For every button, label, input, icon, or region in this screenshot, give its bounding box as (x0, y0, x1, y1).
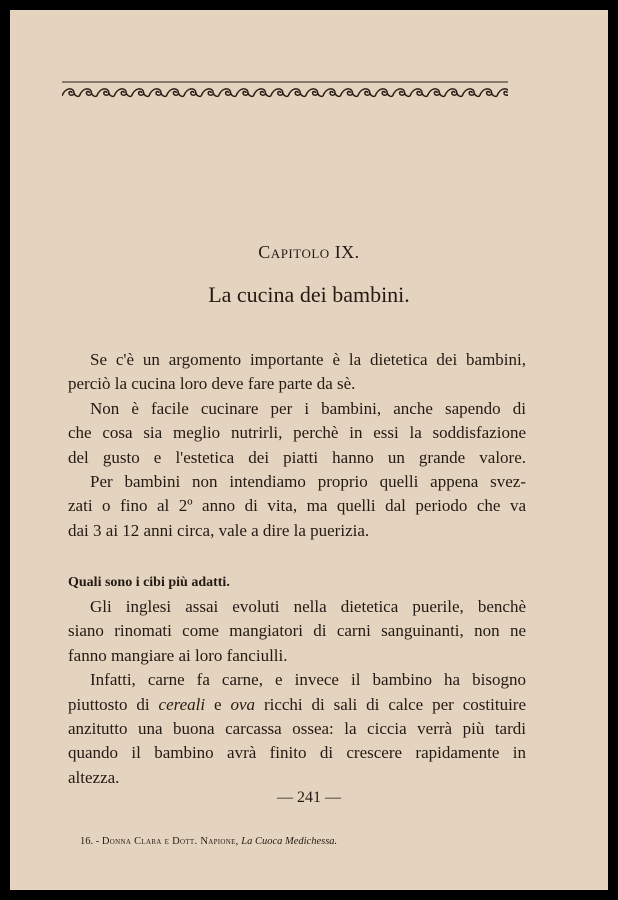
text-line: perciò la cucina loro deve fare parte da sè. (68, 374, 356, 394)
wave-motif (393, 89, 410, 97)
text-line: dai 3 ai 12 anni circa, vale a dire la puerizia. (68, 520, 370, 540)
section-paragraphs (68, 595, 526, 790)
text-line: anzitutto una buona carcassa ossea: la ciccia verrà più tardi (68, 719, 526, 739)
text-line: Infatti, carne fa carne, e invece il bambino ha bisogno (90, 670, 526, 690)
text-line: del gusto e l'estetica dei piatti hanno un grande valore. (68, 447, 526, 467)
chapter-title: La cucina dei bambini. (208, 282, 410, 307)
italic-word-ova: ova (230, 694, 256, 714)
text-line: altezza. (68, 767, 120, 787)
wave-motif (201, 89, 218, 97)
wave-motif (497, 89, 508, 97)
greek-wave-ornament (62, 81, 508, 101)
wave-motif (219, 89, 236, 97)
text-run: e (205, 694, 231, 714)
wave-motif (340, 89, 357, 97)
wave-motif (149, 89, 166, 97)
wave-motif (427, 89, 444, 97)
text-run: piuttosto di (68, 694, 159, 714)
wave-motif (445, 89, 462, 97)
wave-motif (236, 89, 253, 97)
text-run: ricchi di sali di calce per costituire (255, 694, 526, 714)
text-line: Se c'è un argomento importante è la dietetica dei bambini, (90, 350, 526, 369)
text-line-mixed (68, 693, 526, 717)
wave-motif (375, 89, 392, 97)
footer-separator: - (93, 836, 102, 847)
text-line: zati o fino al 2º anno di vita, ma quelli dal periodo che va (68, 496, 526, 516)
text-line: che cosa sia meglio nutrirli, perchè in essi la soddisfazione (68, 423, 526, 443)
signature-mark: 16. (80, 836, 94, 847)
footer-book-title: La Cuoca Medichessa. (241, 836, 338, 847)
text-line: quando il bambino avrà finito di crescere rapidamente in (68, 743, 526, 763)
wave-motif (62, 89, 79, 97)
wave-motif (288, 89, 305, 97)
text-line: fanno mangiare ai loro fanciulli. (68, 645, 288, 665)
wave-motif (132, 89, 149, 97)
intro-paragraphs (68, 348, 526, 543)
section-subheading: Quali sono i cibi più adatti. (68, 575, 230, 590)
footer-authors: Donna Clara e Dott. Napione, (101, 836, 239, 847)
signature-footer (80, 836, 337, 847)
text-line: Gli inglesi assai evoluti nella dietetica puerile, benchè (90, 597, 526, 616)
book-page (10, 10, 608, 890)
wave-motif (410, 89, 427, 97)
wave-motif (97, 89, 114, 97)
chapter-heading (10, 242, 608, 263)
chapter-label: Capitolo (258, 242, 330, 262)
wave-motif (166, 89, 183, 97)
wave-motif (306, 89, 323, 97)
wave-motif (271, 89, 288, 97)
text-line: Non è facile cucinare per i bambini, anche sapendo di (90, 398, 526, 418)
italic-word-cereali: cereali (158, 694, 206, 714)
wave-motif (480, 89, 497, 97)
wave-motif (462, 89, 479, 97)
page-number: — 241 — (277, 789, 341, 806)
wave-motif (184, 89, 201, 97)
text-line: Per bambini non intendiamo proprio quelli appena svez- (90, 472, 526, 492)
wave-motif (79, 89, 96, 97)
wave-motif (253, 89, 270, 97)
wave-motif (114, 89, 131, 97)
wave-motif (358, 89, 375, 97)
text-line: siano rinomati come mangiatori di carni sanguinanti, non ne (68, 621, 526, 641)
chapter-number: IX. (334, 242, 360, 262)
wave-motif (323, 89, 340, 97)
